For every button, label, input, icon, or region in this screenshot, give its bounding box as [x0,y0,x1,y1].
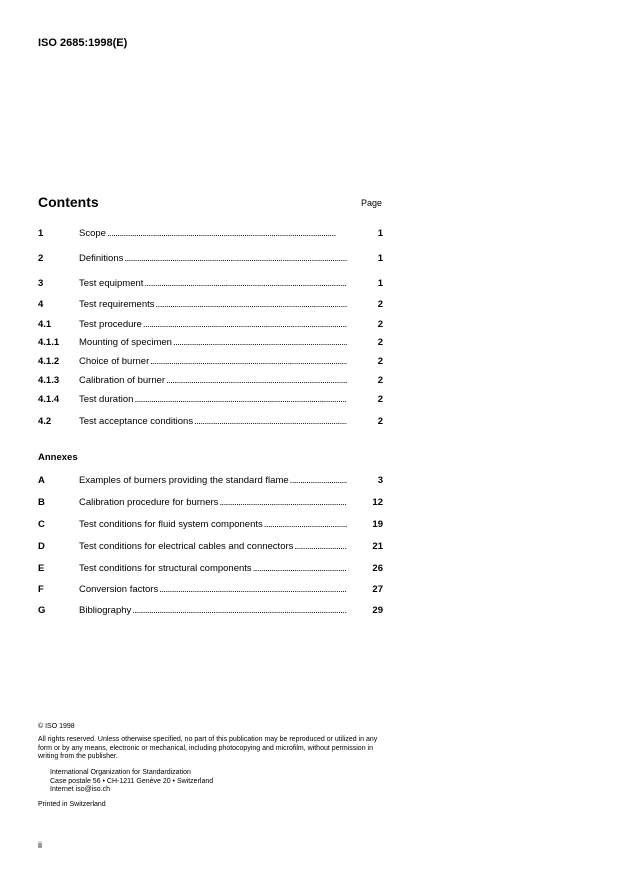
toc-entry-number: F [38,584,44,595]
organization-block [50,769,213,795]
toc-entry-title: Test conditions for structural components . . . [79,563,347,574]
toc-entry-title: Test conditions for electrical cables and connectors . . . [79,541,347,552]
toc-entry-number: 4.1.4 [38,394,60,405]
toc-entry-title: Test acceptance conditions . . . [79,416,347,427]
toc-entry-number: E [38,563,45,574]
toc-entry-page: 1 [377,228,383,239]
toc-entry-page: 2 [377,299,383,310]
toc-entry[interactable] [38,228,383,242]
toc-entry-page: 2 [377,337,383,348]
contents-title: Contents [38,194,99,210]
toc-entry-title: Test procedure . . . [79,319,347,330]
annexes-heading: Annexes [38,452,78,463]
toc-entry[interactable] [38,375,383,389]
organization-internet: Internet iso@iso.ch [50,786,111,794]
toc-entry-number: A [38,475,45,486]
toc-entry-title: Examples of burners providing the standard flame . . . [79,475,347,486]
toc-entry-title: Definitions . . . [79,253,347,264]
document-id-header: ISO 2685:1998(E) [38,37,128,49]
organization-name: International Organization for Standardization [50,769,191,776]
toc-entry-title: Calibration of burner . . . [79,375,347,386]
toc-entry[interactable] [38,278,383,292]
toc-entry-page: 2 [377,416,383,427]
toc-entry-page: 2 [377,375,383,386]
toc-entry-page: 19 [372,519,383,530]
toc-entry[interactable] [38,394,383,408]
toc-entry-title: Choice of burner . . . [79,356,347,367]
toc-entry-title: Bibliography . . . [79,605,347,616]
toc-entry-number: 1 [38,228,44,239]
toc-entry-number: B [38,497,45,508]
toc-entry-title: Test equipment . . . [79,278,347,289]
toc-entry[interactable] [38,563,383,577]
toc-entry[interactable] [38,253,383,267]
toc-entry-number: C [38,519,45,530]
toc-entry-number: 4.2 [38,416,52,427]
toc-entry[interactable] [38,356,383,370]
toc-entry-page: 21 [372,541,383,552]
toc-entry[interactable] [38,416,383,430]
copyright-notice: © ISO 1998 [38,723,75,730]
toc-entry[interactable] [38,475,383,489]
toc-entry-title: Test duration . . . [79,394,347,405]
page-number: ii [38,840,42,850]
toc-entry-number: G [38,605,46,616]
toc-entry-page: 29 [372,605,383,616]
organization-address: Case postale 56 • CH-1211 Genève 20 • Switzerland [50,777,214,785]
toc-entry-number: 4.1.2 [38,356,60,367]
toc-entry-title: Mounting of specimen . . . [79,337,347,348]
toc-entry[interactable] [38,584,383,598]
toc-entry-number: 2 [38,253,44,264]
toc-entry[interactable] [38,519,383,533]
rights-statement: All rights reserved. Unless otherwise specified, no part of this publication may be reproduced or utilized in any form or by any means, electronic or mechanical, including photocopying and microfilm, without permission in writing from the publisher. [38,736,378,761]
toc-entry[interactable] [38,299,383,313]
toc-entry[interactable] [38,337,383,351]
toc-entry-page: 1 [377,253,383,264]
toc-entry-title: Calibration procedure for burners . . . [79,497,347,508]
toc-entry-title: Test conditions for fluid system components . . . [79,519,347,530]
toc-entry-page: 12 [372,497,383,508]
toc-entry-page: 1 [377,278,383,289]
toc-entry-title: Conversion factors . . . [79,584,347,595]
toc-entry-number: 4 [38,299,44,310]
toc-entry-page: 26 [372,563,383,574]
toc-entry-page: 2 [377,356,383,367]
toc-entry[interactable] [38,541,383,555]
toc-entry-page: 2 [377,319,383,330]
toc-entry[interactable] [38,319,383,333]
toc-entry-number: 3 [38,278,44,289]
toc-entry[interactable] [38,497,383,511]
toc-entry-number: 4.1.1 [38,337,60,348]
toc-entry-page: 27 [372,584,383,595]
page-column-label: Page [361,198,383,208]
toc-entry-number: D [38,541,45,552]
printed-in: Printed in Switzerland [38,801,106,808]
toc-entry-page: 3 [377,475,383,486]
toc-entry[interactable] [38,605,383,619]
toc-entry-number: 4.1 [38,319,52,330]
toc-entry-page: 2 [377,394,383,405]
toc-entry-title: Scope . . . [79,228,347,239]
toc-entry-number: 4.1.3 [38,375,60,386]
toc-entry-title: Test requirements . . . [79,299,347,310]
